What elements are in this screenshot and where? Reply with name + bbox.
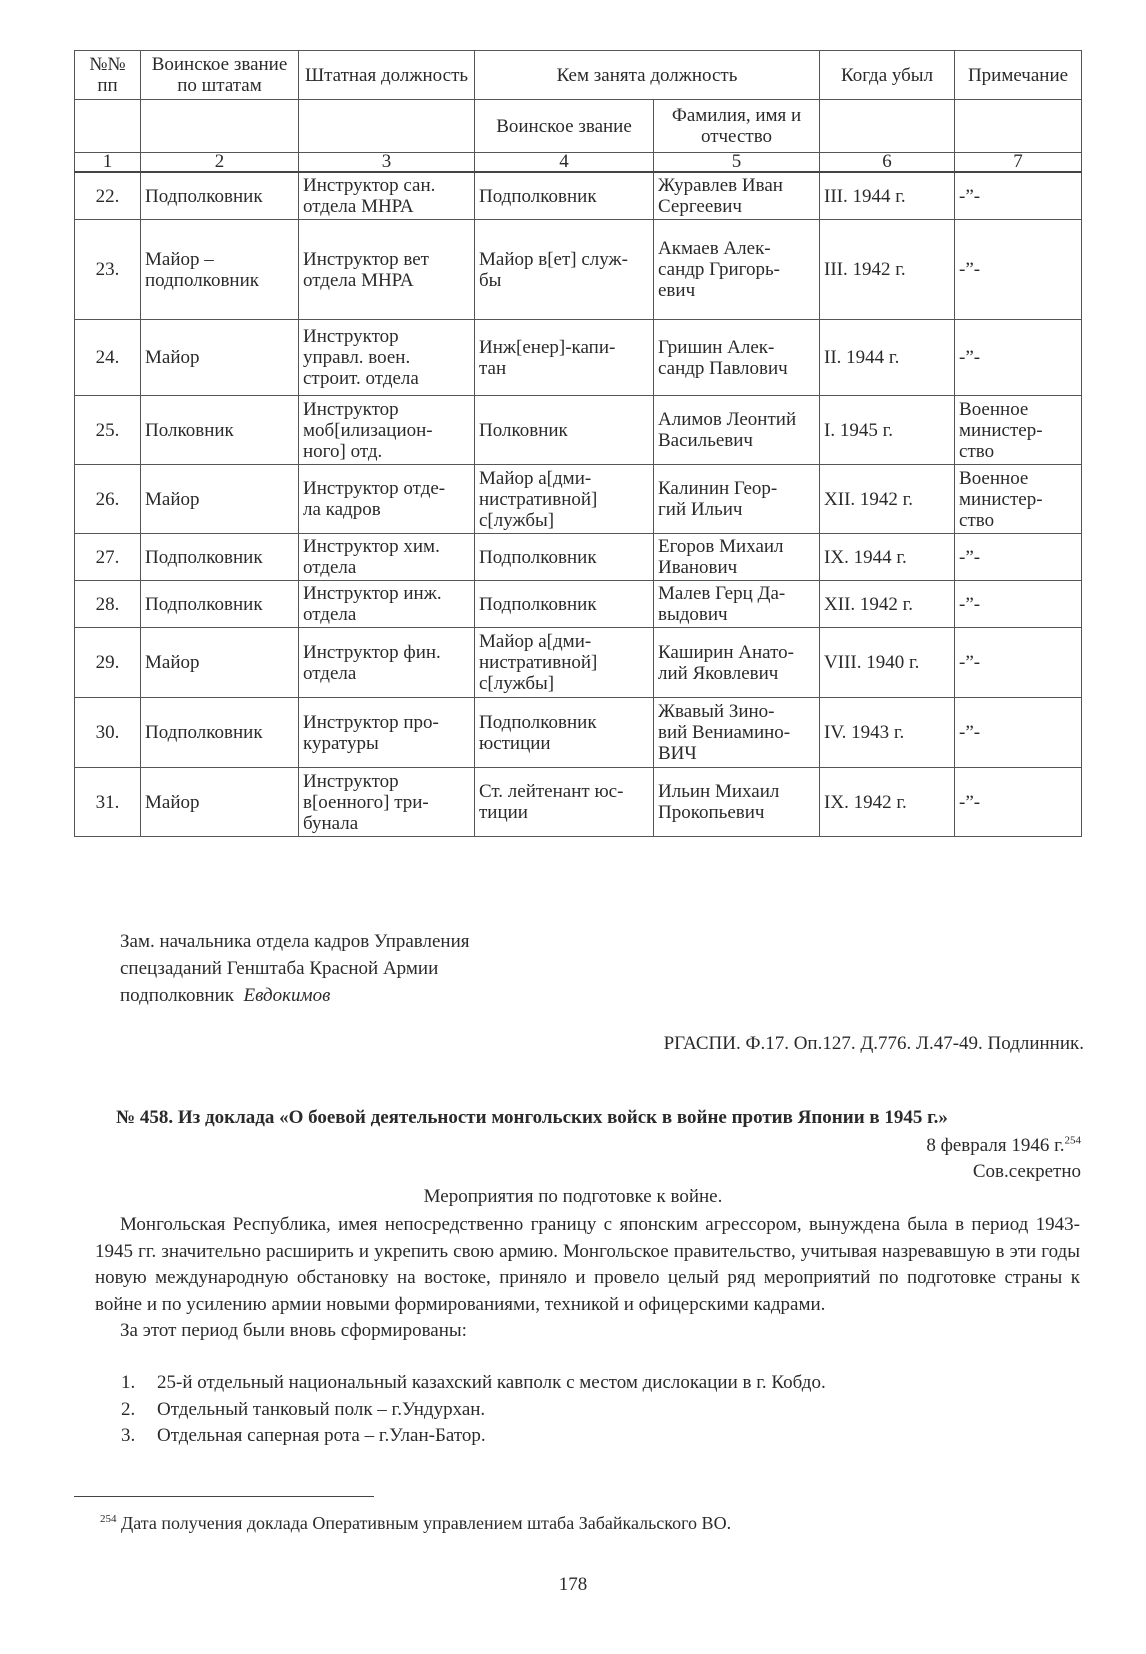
list-item-text: Отдельная саперная рота – г.Улан-Батор.: [157, 1425, 486, 1446]
cell-position: [299, 220, 475, 320]
list-item-number: 3.: [121, 1425, 136, 1446]
cell-actual-rank-line: Майор а[дми-: [479, 631, 592, 652]
cell-note: [955, 628, 1082, 698]
cell-note-line: -”-: [959, 652, 981, 673]
cell-full-name-line: Сергеевич: [658, 196, 742, 217]
cell-note-line: Военное: [959, 398, 1029, 420]
cell-position-line: моб[илизацион-: [303, 419, 433, 441]
cell-position-line: строит. отдела: [303, 368, 419, 389]
cell-position-line: Инструктор про-: [303, 711, 439, 733]
table-row: [75, 534, 1082, 581]
cell-actual-rank-line: Майор в[ет] служ-: [479, 248, 628, 270]
cell-full-name-line: Каширин Анато-: [658, 641, 794, 663]
section-heading: Мероприятия по подготовке к войне.: [423, 1186, 723, 1207]
cell-note-line: ство: [959, 440, 995, 462]
cell-staff-rank: Подполковник: [141, 698, 299, 768]
cell-actual-rank-line: Подполковник: [479, 593, 597, 615]
cell-position-line: ного] отд.: [303, 440, 383, 462]
cell-actual-rank-line: юстиции: [479, 732, 551, 754]
cell-number: 30.: [75, 698, 141, 768]
cell-departure: III. 1944 г.: [820, 172, 955, 220]
cell-position-line: куратуры: [303, 732, 379, 754]
cell-note-line: ство: [959, 509, 995, 531]
cell-number: 28.: [75, 581, 141, 628]
cell-position-line: Инструктор хим.: [303, 536, 440, 557]
list-item-number: 1.: [121, 1372, 136, 1393]
cell-departure: IX. 1944 г.: [820, 534, 955, 581]
cell-departure: II. 1944 г.: [820, 320, 955, 396]
cell-position-line: отдела: [303, 557, 357, 578]
cell-position-line: Инструктор вет: [303, 248, 429, 270]
cell-departure: XII. 1942 г.: [820, 465, 955, 534]
column-number: 5: [654, 153, 820, 173]
cell-note-line: министер-: [959, 488, 1043, 510]
cell-number: 31.: [75, 768, 141, 837]
column-number: 7: [955, 153, 1082, 173]
cell-note-line: -”-: [959, 259, 981, 280]
cell-full-name-line: Журавлев Иван: [658, 175, 783, 196]
body-text: [95, 1212, 1080, 1345]
subheader-full-name: Фамилия, имя и отчество: [654, 100, 820, 153]
cell-full-name-line: Акмаев Алек-: [658, 238, 771, 259]
cell-full-name-line: Алимов Леонтий: [658, 409, 797, 430]
formations-list: [121, 1370, 826, 1450]
cell-position-line: Инструктор: [303, 326, 399, 347]
cell-note-line: -”-: [959, 347, 981, 368]
cell-full-name: [654, 768, 820, 837]
list-item-text: 25-й отдельный национальный казахский кавполк с местом дислокации в г. Кобдо.: [157, 1372, 826, 1393]
cell-note: [955, 768, 1082, 837]
cell-number: 27.: [75, 534, 141, 581]
cell-full-name: [654, 465, 820, 534]
cell-note: [955, 698, 1082, 768]
cell-full-name-line: Егоров Михаил: [658, 536, 784, 557]
table-subheader-row: [75, 100, 1082, 153]
cell-actual-rank: [475, 581, 654, 628]
list-item-text: Отдельный танковый полк – г.Ундурхан.: [157, 1398, 486, 1420]
cell-note: [955, 320, 1082, 396]
cell-actual-rank-line: Майор а[дми-: [479, 467, 592, 489]
cell-note: [955, 396, 1082, 465]
subheader-empty: [299, 100, 475, 153]
list-item-number: 2.: [121, 1398, 136, 1420]
list-item: [121, 1423, 826, 1450]
cell-full-name-line: Васильевич: [658, 430, 753, 451]
cell-position: [299, 534, 475, 581]
subheader-empty: [820, 100, 955, 153]
cell-actual-rank-line: Ст. лейтенант юс-: [479, 781, 624, 802]
cell-note-line: -”-: [959, 185, 981, 207]
cell-number: 22.: [75, 172, 141, 220]
cell-staff-rank: Майор: [141, 628, 299, 698]
cell-full-name-line: Калинин Геор-: [658, 478, 778, 499]
cell-full-name-line: евич: [658, 280, 696, 301]
cell-position: [299, 698, 475, 768]
cell-staff-rank: Подполковник: [141, 534, 299, 581]
cell-note: [955, 172, 1082, 220]
cell-actual-rank: [475, 320, 654, 396]
cell-position: [299, 768, 475, 837]
secrecy-label: Сов.секретно: [972, 1161, 1081, 1182]
cell-note: [955, 534, 1082, 581]
cell-staff-rank: Майор: [141, 768, 299, 837]
cell-full-name: [654, 628, 820, 698]
cell-actual-rank: [475, 220, 654, 320]
cell-departure: IV. 1943 г.: [820, 698, 955, 768]
paragraph: Монгольская Республика, имея непосредственно границу с японским агрессором, вынуждена была в период 1943-1945 гг. значительно расширить и укрепить свою армию. Монгольское правительство, учитывая назревавшую в эти годы новую международную обстановку на востоке, приняло и провело целый ряд мероприятий по подготовке страны к войне и по усилению армии новыми формированиями, техникой и офицерскими кадрами.: [95, 1214, 1080, 1315]
cell-full-name-line: Иванович: [658, 557, 738, 578]
cell-number: 26.: [75, 465, 141, 534]
table-row: [75, 172, 1082, 220]
document-title: № 458. Из доклада «О боевой деятельности монгольских войск в войне против Японии в 1945 г.»: [116, 1107, 948, 1128]
cell-full-name-line: вий Вениамино-: [658, 722, 791, 743]
cell-actual-rank-line: бы: [479, 269, 502, 291]
cell-full-name-line: сандр Григорь-: [658, 259, 780, 280]
document-date: [926, 1135, 1081, 1157]
cell-position-line: Инструктор отде-: [303, 478, 446, 499]
table-row: [75, 581, 1082, 628]
cell-position: [299, 172, 475, 220]
cell-full-name-line: лий Яковлевич: [658, 662, 779, 684]
subheader-empty: [955, 100, 1082, 153]
cell-departure: XII. 1942 г.: [820, 581, 955, 628]
cell-number: 24.: [75, 320, 141, 396]
cell-staff-rank: Майор: [141, 465, 299, 534]
cell-actual-rank-line: Инж[енер]-капи-: [479, 336, 616, 358]
cell-staff-rank: Майор: [141, 320, 299, 396]
cell-actual-rank-line: Полковник: [479, 419, 568, 441]
cell-full-name-line: сандр Павлович: [658, 357, 788, 379]
column-number: 1: [75, 153, 141, 173]
cell-position: [299, 628, 475, 698]
cell-position-line: Инструктор сан.: [303, 175, 436, 196]
table-row: [75, 320, 1082, 396]
column-number: 2: [141, 153, 299, 173]
footnote-divider: [74, 1496, 374, 1497]
cell-full-name: [654, 396, 820, 465]
cell-full-name: [654, 698, 820, 768]
cell-actual-rank-line: нистративной]: [479, 652, 598, 673]
table-body: [75, 172, 1082, 837]
cell-full-name-line: Гришин Алек-: [658, 336, 775, 358]
cell-departure: III. 1942 г.: [820, 220, 955, 320]
signature-line: [120, 982, 470, 1009]
cell-actual-rank-line: с[лужбы]: [479, 673, 555, 694]
cell-full-name-line: выдович: [658, 604, 728, 625]
cell-position-line: отдела: [303, 662, 357, 684]
cell-departure: I. 1945 г.: [820, 396, 955, 465]
paragraph: За этот период были вновь сформированы:: [120, 1320, 467, 1341]
table-header-row: [75, 51, 1082, 100]
cell-position-line: отдела МНРА: [303, 196, 414, 217]
cell-actual-rank: [475, 768, 654, 837]
signature-block: [120, 928, 470, 1009]
footnote-number: 254: [100, 1513, 117, 1525]
cell-staff-rank: Подполковник: [141, 581, 299, 628]
cell-full-name: [654, 534, 820, 581]
subheader-empty: [75, 100, 141, 153]
cell-actual-rank-line: тан: [479, 357, 507, 379]
date-text: 8 февраля 1946 г.: [926, 1135, 1065, 1156]
cell-full-name-line: Малев Герц Да-: [658, 583, 786, 604]
cell-note-line: -”-: [959, 593, 981, 615]
cell-full-name-line: ВИЧ: [658, 743, 697, 764]
cell-departure: IX. 1942 г.: [820, 768, 955, 837]
cell-actual-rank: [475, 172, 654, 220]
cell-position-line: Инструктор: [303, 770, 399, 792]
cell-number: 29.: [75, 628, 141, 698]
footnote: [100, 1513, 731, 1534]
cell-actual-rank-line: тиции: [479, 802, 528, 823]
cell-position-line: отдела МНРА: [303, 269, 414, 291]
column-number: 4: [475, 153, 654, 173]
cell-actual-rank-line: Подполковник: [479, 185, 597, 207]
cell-staff-rank: Подполковник: [141, 172, 299, 220]
cell-note-line: Военное: [959, 467, 1029, 489]
column-number-row: [75, 153, 1082, 173]
cell-full-name-line: Жвавый Зино-: [658, 701, 775, 722]
footnote-reference[interactable]: 254: [1064, 1134, 1081, 1147]
cell-position-line: Инструктор: [303, 398, 399, 420]
subheader-empty: [141, 100, 299, 153]
list-item: [121, 1370, 826, 1397]
cell-position-line: ла кадров: [303, 499, 381, 520]
cell-actual-rank-line: нистративной]: [479, 488, 598, 510]
table-row: [75, 698, 1082, 768]
cell-staff-rank: Майор – подполковник: [141, 220, 299, 320]
header-staff-rank: Воинское звание по штатам: [141, 51, 299, 100]
cell-departure: VIII. 1940 г.: [820, 628, 955, 698]
signature-line: Зам. начальника отдела кадров Управления: [120, 931, 470, 952]
signature-rank: подполковник: [120, 985, 234, 1006]
cell-note: [955, 220, 1082, 320]
cell-full-name: [654, 581, 820, 628]
cell-note: [955, 465, 1082, 534]
page-number: 178: [558, 1574, 588, 1595]
personnel-table: [74, 50, 1082, 837]
cell-full-name: [654, 320, 820, 396]
cell-actual-rank-line: Подполковник: [479, 546, 597, 568]
cell-position: [299, 396, 475, 465]
subheader-rank: Воинское звание: [475, 100, 654, 153]
cell-position-line: Инструктор инж.: [303, 583, 442, 604]
cell-note: [955, 581, 1082, 628]
cell-note-line: -”-: [959, 546, 981, 568]
cell-position: [299, 465, 475, 534]
cell-position-line: управл. воен.: [303, 347, 411, 368]
cell-actual-rank: [475, 628, 654, 698]
cell-actual-rank-line: с[лужбы]: [479, 509, 555, 531]
header-note: Примечание: [955, 51, 1082, 100]
header-occupied-by: Кем занята должность: [475, 51, 820, 100]
cell-position-line: Инструктор фин.: [303, 641, 441, 663]
header-position: Штатная должность: [299, 51, 475, 100]
cell-position-line: бунала: [303, 812, 359, 834]
column-number: 3: [299, 153, 475, 173]
cell-actual-rank: [475, 698, 654, 768]
table-row: [75, 220, 1082, 320]
signature-name: Евдокимов: [243, 985, 331, 1006]
cell-actual-rank: [475, 465, 654, 534]
cell-full-name: [654, 172, 820, 220]
cell-position-line: в[оенного] три-: [303, 791, 429, 813]
list-item: [121, 1397, 826, 1424]
header-departure: Когда убыл: [820, 51, 955, 100]
cell-actual-rank-line: Подполковник: [479, 711, 597, 733]
cell-actual-rank: [475, 396, 654, 465]
table-row: [75, 396, 1082, 465]
cell-position-line: отдела: [303, 604, 357, 625]
footnote-text: Дата получения доклада Оперативным управлением штаба Забайкальского ВО.: [121, 1513, 732, 1533]
cell-actual-rank: [475, 534, 654, 581]
header-number: №№ пп: [75, 51, 141, 100]
cell-position: [299, 320, 475, 396]
cell-number: 23.: [75, 220, 141, 320]
table-row: [75, 628, 1082, 698]
cell-full-name-line: гий Ильич: [658, 499, 743, 520]
cell-staff-rank: Полковник: [141, 396, 299, 465]
column-number: 6: [820, 153, 955, 173]
signature-line: спецзаданий Генштаба Красной Армии: [120, 958, 439, 979]
cell-full-name-line: Ильин Михаил: [658, 781, 780, 802]
cell-number: 25.: [75, 396, 141, 465]
table-row: [75, 768, 1082, 837]
cell-note-line: министер-: [959, 419, 1043, 441]
cell-note-line: -”-: [959, 722, 981, 743]
cell-full-name: [654, 220, 820, 320]
cell-position: [299, 581, 475, 628]
table-row: [75, 465, 1082, 534]
cell-note-line: -”-: [959, 791, 981, 813]
cell-full-name-line: Прокопьевич: [658, 802, 765, 823]
archive-source: РГАСПИ. Ф.17. Оп.127. Д.776. Л.47-49. Подлинник.: [663, 1033, 1084, 1054]
